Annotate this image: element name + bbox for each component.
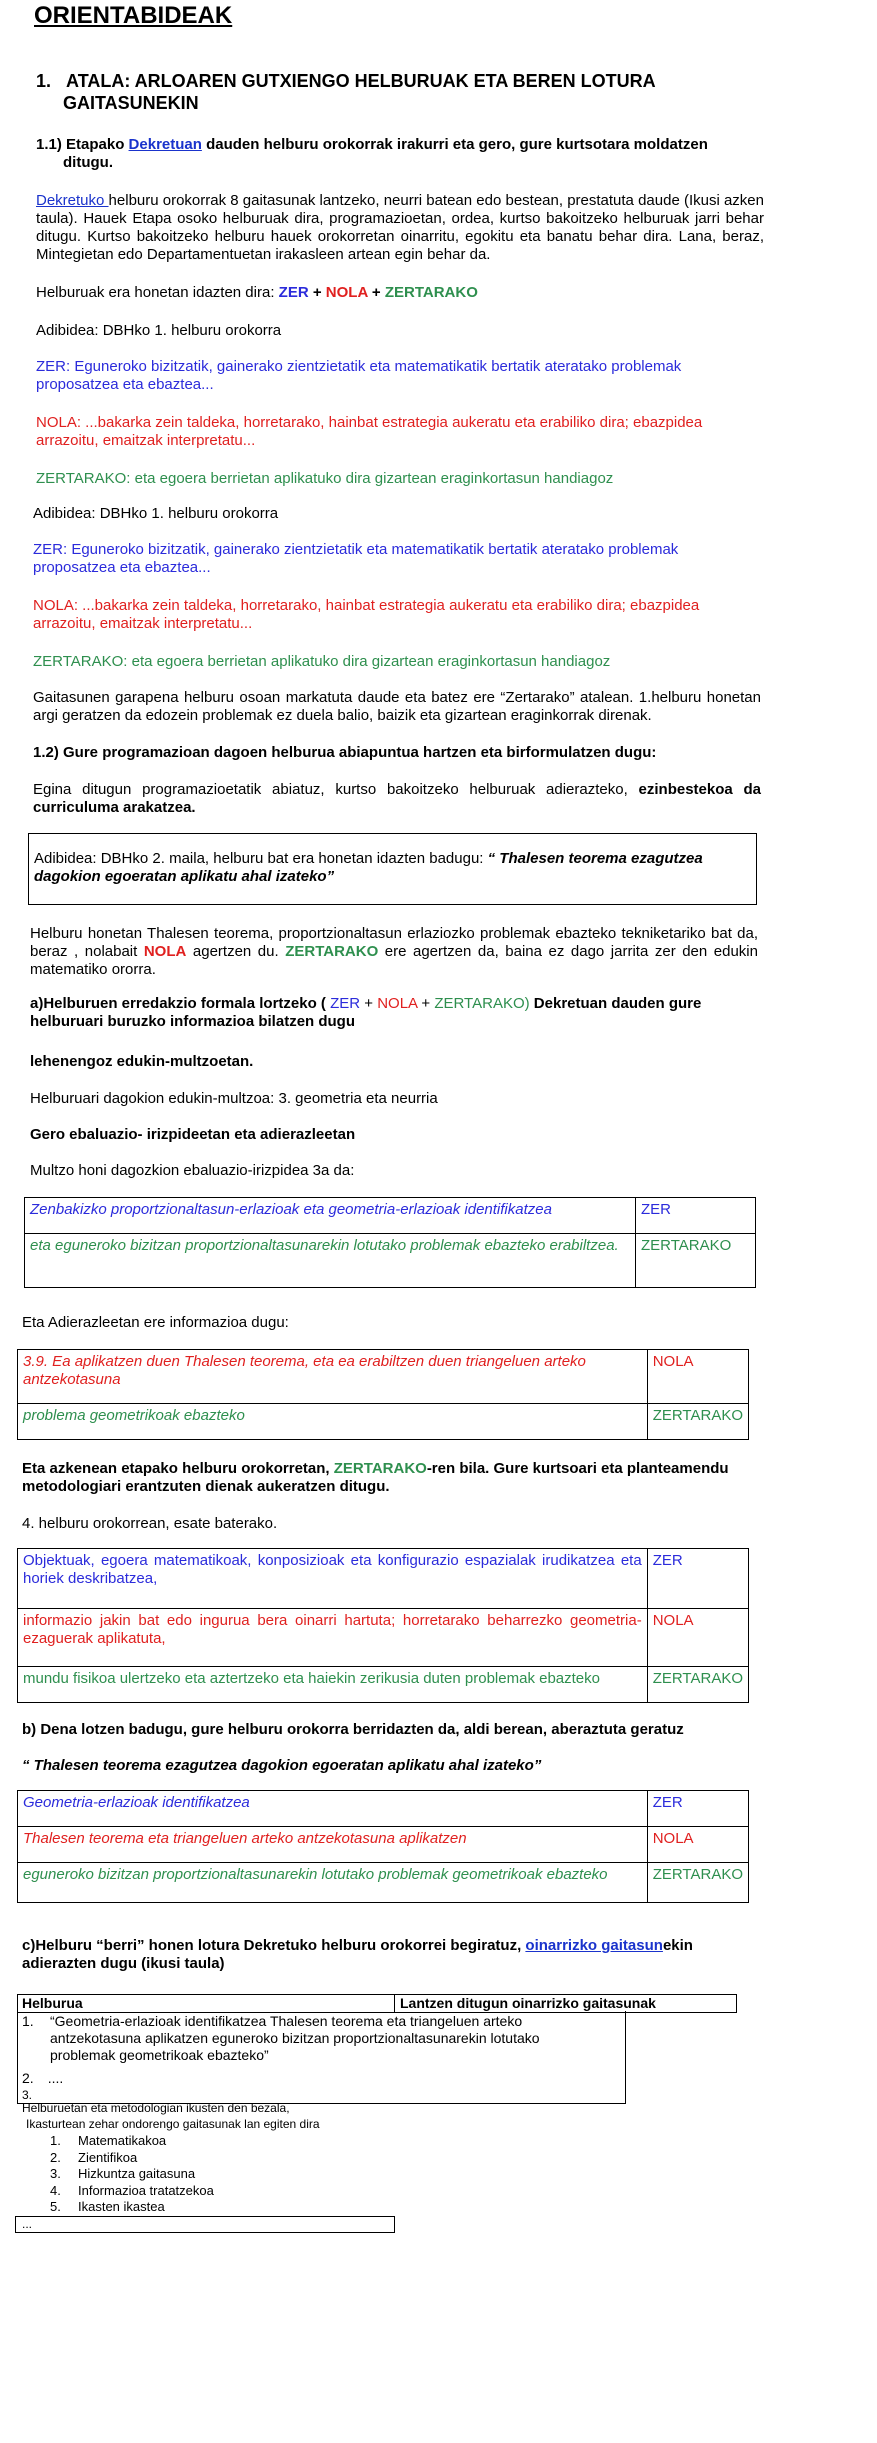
table-row bbox=[18, 1404, 749, 1440]
section-a-paren: ) bbox=[524, 995, 534, 1012]
thales-text-c: ere agertzen da, baina ez dago jarrita zer den edukin matematiko ororra. bbox=[30, 943, 758, 978]
table-cell-text: eguneroko bizitzan proportzionaltasunarekin lotutako problemak geometrikoak ebazteko bbox=[18, 1863, 648, 1903]
table-cell-tag: NOLA bbox=[647, 1609, 748, 1667]
thales-text-a: Helburu honetan Thalesen teorema, proportzionaltasun erlaziozko problemak ebazteko tekniketariko bat da, beraz , nolabait bbox=[30, 925, 758, 960]
list-item-text: Zientifikoa bbox=[78, 2149, 138, 2165]
example-zer-2: ZER: Eguneroko bizitzatik, gainerako zientzietatik eta matematikatik bertatik ateratako problemak proposatzea eta ebaztea... bbox=[33, 541, 679, 576]
example-label-2: Adibidea: DBHko 1. helburu orokorra bbox=[33, 505, 279, 522]
gaitasunen-paragraph: Gaitasunen garapena helburu osoan markatuta daude eta batez ere “Zertarako” atalean. 1.helburu honetan argi geratzen da edozein problemak ez duela balio, baizik eta gizartean eraginkorrak direnak. bbox=[33, 689, 761, 724]
formula-zertarako: ZERTARAKO bbox=[384, 284, 478, 301]
competence-item-3 bbox=[22, 2088, 32, 2102]
table-row bbox=[18, 1791, 749, 1827]
table-cell-text: Geometria-erlazioak identifikatzea bbox=[18, 1791, 648, 1827]
section-a-nola: NOLA bbox=[377, 995, 418, 1012]
section-1-heading bbox=[36, 70, 836, 92]
table-row bbox=[25, 1234, 756, 1288]
list-item: 2. Zientifikoa bbox=[50, 2149, 138, 2165]
table-cell-tag: ZERTARAKO bbox=[647, 1404, 748, 1440]
gaitasunak-list bbox=[50, 2133, 214, 2216]
example-label: Adibidea: DBHko 1. helburu orokorra bbox=[36, 322, 282, 339]
section-number: 1. bbox=[36, 71, 52, 91]
oinarrizko-gaitasun-link[interactable]: oinarrizko gaitasun bbox=[525, 1937, 663, 1954]
example-zertarako-2: ZERTARAKO: eta egoera berrietan aplikatuko dira gizartean eraginkortasun handiagoz bbox=[33, 653, 611, 670]
thales-zertarako: ZERTARAKO bbox=[285, 943, 379, 960]
table-cell-text: Thalesen teorema eta triangeluen arteko antzekotasuna aplikatzen bbox=[18, 1827, 648, 1863]
header-cell-gaitasunak bbox=[400, 1995, 656, 2012]
helburu-4-line: 4. helburu orokorrean, esate baterako. bbox=[22, 1515, 278, 1532]
table-cell-tag: NOLA bbox=[647, 1350, 748, 1404]
example-box-text bbox=[34, 850, 749, 886]
edukin-multzoa-line: Helburuari dagokion edukin-multzoa: 3. geometria eta neurria bbox=[30, 1090, 438, 1107]
list-item: 5. Ikasten ikastea bbox=[50, 2199, 165, 2214]
section-b-quote: “ Thalesen teorema ezagutzea dagokion egoeratan aplikatu ahal izateko” bbox=[22, 1757, 542, 1774]
adierazle-label: Eta Adierazleetan ere informazioa dugu: bbox=[22, 1314, 289, 1331]
table-cell-tag: ZERTARAKO bbox=[636, 1234, 756, 1288]
table-cell-tag: ZERTARAKO bbox=[647, 1667, 748, 1703]
table-cell-text: problema geometrikoak ebazteko bbox=[18, 1404, 648, 1440]
section-a-plus: + bbox=[360, 995, 378, 1012]
gaitasunak-ellipsis-box bbox=[15, 2216, 395, 2233]
thales-nola: NOLA bbox=[143, 943, 187, 960]
azkenean-paragraph bbox=[22, 1460, 742, 1496]
list-item-text: Informazioa tratatzekoa bbox=[78, 2182, 214, 2198]
table-row bbox=[18, 1863, 749, 1903]
example-zertarako: ZERTARAKO: eta egoera berrietan aplikatuko dira gizartean eraginkortasun handiagoz bbox=[36, 470, 614, 487]
table-cell-text: informazio jakin bat edo ingurua bera oinarri hartuta; horretarako beharrezko geometria-ezaguerak aplikatuta, bbox=[18, 1609, 648, 1667]
subsection-1-1-heading bbox=[36, 136, 766, 154]
thales-text-b: agertzen du. bbox=[186, 943, 286, 960]
subsection-1-1-prefix: 1.1) Etapako bbox=[36, 136, 129, 153]
list-item-text: Hizkuntza gaitasuna bbox=[78, 2166, 196, 2181]
table-cell-text: eta eguneroko bizitzan proportzionaltasunarekin lotutako problemak ebazteko erabiltzea. bbox=[25, 1234, 636, 1288]
example-nola-2: NOLA: ...bakarka zein taldeka, horretarako, hainbat estrategia aukeratu eta erabiliko dira; ebazpidea arrazoitu, emaitzak interpretatu... bbox=[33, 597, 700, 632]
ellipsis-text: ... bbox=[22, 2217, 33, 2231]
header-gaitasunak: Lantzen ditugun oinarrizko gaitasunak bbox=[400, 1995, 656, 2011]
section-1-heading-line2: GAITASUNEKIN bbox=[63, 93, 199, 113]
gero-line: Gero ebaluazio- irizpideetan eta adierazleetan bbox=[30, 1126, 356, 1143]
page-title: ORIENTABIDEAK bbox=[34, 2, 233, 29]
example-box bbox=[28, 833, 757, 905]
section-a-rest: Dekretuan dauden gure helburuari buruzko informazioa bilatzen dugu bbox=[30, 995, 702, 1030]
competence-item-2 bbox=[22, 2070, 63, 2087]
curriculum-bold: ezinbestekoa da curriculuma arakatzea. bbox=[33, 781, 761, 816]
section-c-suffix: ekin adierazten dugu (ikusi taula) bbox=[22, 1937, 693, 1972]
section-b-heading: b) Dena lotzen badugu, gure helburu orokorra berridazten da, aldi berean, aberaztuta geratuz bbox=[22, 1721, 684, 1738]
table-row bbox=[18, 1549, 749, 1609]
dekretuko-link[interactable]: Dekretuko bbox=[36, 192, 109, 209]
section-a-prefix: a)Helburuen erredakzio formala lortzeko ( bbox=[30, 995, 331, 1012]
dekretuko-paragraph-text: helburu orokorrak 8 gaitasunak lantzeko, neurri batean edo bestean, prestatuta daude (Ikusi azken taula). Hauek Etapa osoko helburuak dira, programazioetan, ordea, kurtso bakoitzeko helburuak jarri behar ditugu. Kurtso bakoitzeko helburu hauek orokorretan oinarritu, egokitu eta banatu behar dira. Lana, beraz, Mintegietan edo Departamentuetan irakasleen artean egin behar da. bbox=[36, 192, 764, 263]
table-cell-tag: NOLA bbox=[647, 1827, 748, 1863]
table-cell-tag: ZER bbox=[636, 1198, 756, 1234]
list-item-text: Matematikakoa bbox=[78, 2133, 167, 2148]
azkenean-zertarako: ZERTARAKO bbox=[333, 1460, 427, 1477]
formula-nola: NOLA bbox=[325, 284, 368, 301]
example-nola: NOLA: ...bakarka zein taldeka, horretarako, hainbat estrategia aukeratu eta erabiliko dira; ebazpidea arrazoitu, emaitzak interpretatu... bbox=[36, 414, 703, 449]
formula-line bbox=[36, 284, 478, 302]
section-a-plus: + bbox=[417, 995, 435, 1012]
list-item: 3. Hizkuntza gaitasuna bbox=[50, 2166, 196, 2181]
list-item-text: Ikasten ikastea bbox=[78, 2199, 165, 2214]
table-row bbox=[18, 1827, 749, 1863]
dekretuan-link[interactable]: Dekretuan bbox=[128, 136, 202, 153]
multzo-honi-line: Multzo honi dagozkion ebaluazio-irizpidea 3a da: bbox=[30, 1162, 355, 1179]
header-helburua: Helburua bbox=[22, 1995, 83, 2011]
item-text: .... bbox=[47, 2070, 64, 2086]
item-number: 1. bbox=[22, 2013, 34, 2029]
table-cell-tag: ZER bbox=[647, 1791, 748, 1827]
table-cell-text: Objektuak, egoera matematikoak, konposizioak eta konfigurazio espazialak irudikatzea eta horiek deskribatzea, bbox=[18, 1549, 648, 1609]
lehenengoz-line: lehenengoz edukin-multzoetan. bbox=[30, 1053, 254, 1070]
indicators-table bbox=[17, 1349, 749, 1440]
example-box-quote: “ Thalesen teorema ezagutzea dagokion egoeratan aplikatu ahal izateko” bbox=[34, 850, 703, 885]
item-text: “Geometria-erlazioak identifikatzea Thalesen teorema eta triangeluen arteko antzekotasuna aplikatzen eguneroko bizitzan proportzionaltasunarekin lotutako problemak geometrikoak ebazteko” bbox=[50, 2013, 540, 2063]
example-box-label: Adibidea: DBHko 2. maila, helburu bat era honetan idazten badugu: bbox=[34, 850, 488, 867]
table-row bbox=[18, 1350, 749, 1404]
item-number: 3. bbox=[22, 2088, 33, 2102]
section-a-zertarako: ZERTARAKO bbox=[434, 995, 525, 1012]
dekretuko-paragraph bbox=[36, 192, 764, 264]
curriculum-text: Egina ditugun programazioetatik abiatuz, kurtso bakoitzeko helburuak adierazteko, bbox=[33, 781, 639, 798]
subsection-1-1-heading-line2: ditugu. bbox=[63, 154, 113, 171]
list-item: 1. Matematikakoa bbox=[50, 2133, 167, 2148]
objective-4-table bbox=[17, 1548, 749, 1703]
competence-item-1 bbox=[22, 2013, 607, 2064]
section-heading-line1: ATALA: ARLOAREN GUTXIENGO HELBURUAK ETA BEREN LOTURA bbox=[66, 71, 656, 91]
table-cell-tag: ZER bbox=[647, 1549, 748, 1609]
azkenean-prefix: Eta azkenean etapako helburu orokorretan, bbox=[22, 1460, 334, 1477]
section-c-prefix: c)Helburu “berri” honen lotura Dekretuko helburu orokorrei begiratuz, bbox=[22, 1937, 526, 1954]
formula-plus: + bbox=[308, 284, 326, 301]
thales-paragraph bbox=[30, 925, 758, 979]
table-cell-text: 3.9. Ea aplikatzen duen Thalesen teorema, eta ea erabiltzen duen triangeluen arteko antzekotasuna bbox=[18, 1350, 648, 1404]
subsection-1-1-suffix: dauden helburu orokorrak irakurri eta gero, gure kurtsotara moldatzen bbox=[201, 136, 708, 153]
table-cell-tag: ZERTARAKO bbox=[647, 1863, 748, 1903]
table-row bbox=[18, 1667, 749, 1703]
section-a-heading bbox=[30, 995, 760, 1031]
table-row bbox=[25, 1198, 756, 1234]
example-zer: ZER: Eguneroko bizitzatik, gainerako zientzietatik eta matematikatik bertatik ateratako problemak proposatzea eta ebaztea... bbox=[36, 358, 682, 393]
item-number: 2. bbox=[22, 2070, 34, 2086]
curriculum-paragraph bbox=[33, 781, 761, 817]
azkenean-suffix: -ren bila. Gure kurtsoari eta planteamendu metodologiari erantzuten dienak aukeratzen ditugu. bbox=[22, 1460, 729, 1495]
criteria-table bbox=[24, 1197, 756, 1288]
list-item: 4. Informazioa tratatzekoa bbox=[50, 2182, 214, 2198]
section-c-heading bbox=[22, 1937, 742, 1973]
formula-zer: ZER bbox=[278, 284, 309, 301]
rewritten-objective-table bbox=[17, 1790, 749, 1903]
table-cell-text: Zenbakizko proportzionaltasun-erlazioak eta geometria-erlazioak identifikatzea bbox=[25, 1198, 636, 1234]
gaitasunak-intro-1: Helburuetan eta metodologian ikusten den bezala, bbox=[22, 2101, 290, 2115]
gaitasunak-intro-2: Ikasturtean zehar ondorengo gaitasunak lan egiten dira bbox=[26, 2117, 320, 2131]
header-cell-helburua bbox=[18, 1995, 395, 2012]
subsection-1-2-heading: 1.2) Gure programazioan dagoen helburua abiapuntua hartzen eta birformulatzen dugu: bbox=[33, 744, 657, 761]
section-a-zer: ZER bbox=[330, 995, 361, 1012]
table-row bbox=[18, 1609, 749, 1667]
formula-label: Helburuak era honetan idazten dira: bbox=[36, 284, 279, 301]
table-cell-text: mundu fisikoa ulertzeko eta aztertzeko eta haiekin zerikusia duten problemak ebazteko bbox=[18, 1667, 648, 1703]
formula-plus: + bbox=[367, 284, 385, 301]
